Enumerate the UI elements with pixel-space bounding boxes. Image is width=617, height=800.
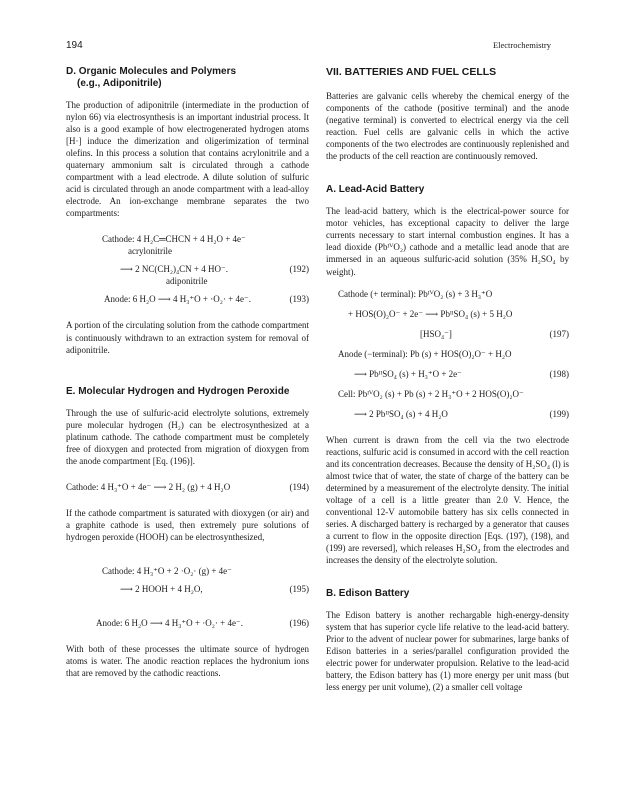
section-e-paragraph: Through the use of sulfuric-acid electrolyte solutions, extremely pure molecular hydrogen (H₂) can be electrosynthesized at a platinum cathode. The cathode compartment must be completely free of dioxygen and protected from migration of dioxygen from the anode compartment [Eq. (196)]. xyxy=(66,407,309,466)
eq-197-line2: + HOS(O)₂O⁻ + 2e⁻ ⟶ PbᴵᴵSO₄ (s) + 5 H₂O xyxy=(348,308,513,319)
eq-192-number: (192) xyxy=(289,264,309,275)
eq-192-label2: adiponitrile xyxy=(166,276,208,287)
eq-195-number: (195) xyxy=(289,583,309,594)
eq-195-line2: ⟶ 2 HOOH + 4 H₂O, (195) xyxy=(120,583,309,594)
section-b-paragraph: The Edison battery is another rechargable high-energy-density system that has superior cycle life relative to the lead-acid battery. Prior to the advent of nuclear power for submarines, large banks of Edison batteries in a series/parallel configuration provided the electric power for underwater propulsion. Relative to the lead-acid battery, the Edison battery has (1) more energy per unit mass (but less energy per unit volume), (2) a smaller cell voltage xyxy=(326,610,569,693)
eq-192-line2: ⟶ 2 NC(CH₂)₄CN + 4 HO⁻. (192) xyxy=(120,264,309,275)
section-a-paragraph: The lead-acid battery, which is the electrical-power source for motor vehicles, has exceptional capacity to deliver the large currents necessary to start internal combustion engines. It has a lead dioxide (PbᴵⱽO₂) cathode and a metallic lead anode that are immersed in an aqueous sulfuric-acid solution (35% H₂SO₄ by weight). xyxy=(326,206,569,277)
eq-199-number: (199) xyxy=(549,408,569,419)
section-d-paragraph: The production of adiponitrile (intermediate in the production of nylon 66) via electrosynthesis is an important industrial process. It also is a good example of how electrogenerated hydrogen atoms [H·] induce the dimerization and oligerimization of terminal olefins. In this process a solution that contains acrylonitrile and a quaternary ammonium salt is circulated through a cathode compartment with a lead electrode. A dilute solution of sulfuric acid is circulated through an anode compartment with a lead-alloy electrode. An ion-exchange membrane separates the two compartments: xyxy=(66,100,309,219)
running-title: Electrochemistry xyxy=(492,40,551,50)
section-e-title: E. Molecular Hydrogen and Hydrogen Peroxide xyxy=(66,385,290,397)
section-e-paragraph-3: With both of these processes the ultimate source of hydrogen atoms is water. The anodic reaction replaces the hydronium ions that are removed by the cathodic reactions. xyxy=(66,643,309,679)
eq-199-line1: Cell: PbᴵⱽO₂ (s) + Pb (s) + 2 H₃⁺O + 2 HOS(O)₂O⁻ xyxy=(338,388,524,399)
eq-197-number: (197) xyxy=(549,328,569,339)
eq-193: Anode: 6 H₂O ⟶ 4 H₃⁺O + ·O₂· + 4e⁻. (193) xyxy=(104,294,309,305)
section-d-subtitle: (e.g., Adiponitrile) xyxy=(77,78,162,89)
eq-192-label1: acrylonitrile xyxy=(128,246,172,257)
right-column xyxy=(326,66,569,693)
eq-194: Cathode: 4 H₃⁺O + 4e⁻ ⟶ 2 H₂ (g) + 4 H₂O (194) xyxy=(66,481,309,492)
eq-197-line1: Cathode (+ terminal): PbᴵⱽO₂ (s) + 3 H₃⁺O xyxy=(338,288,493,299)
section-e-paragraph-2: If the cathode compartment is saturated with dioxygen (or air) and a graphite cathode is used, then extremely pure solutions of hydrogen peroxide (HOOH) can be electrosynthesized, xyxy=(66,507,309,542)
section-d-paragraph-2: A portion of the circulating solution from the cathode compartment is continuously withdrawn to an extraction system for removal of adiponitrile. xyxy=(66,320,309,355)
left-column xyxy=(66,66,309,679)
eq-195-line1: Cathode: 4 H₃⁺O + 2 ·O₂· (g) + 4e⁻ xyxy=(102,565,232,576)
eq-198-number: (198) xyxy=(549,368,569,379)
section-vii-paragraph: Batteries are galvanic cells whereby the chemical energy of the components of the cathode (positive terminal) and the anode (negative terminal) is converted to electrical energy via the cell reaction. Fuel cells are galvanic cells in which the active components of the two electrodes are continuously replenished and the products of the cell reaction are continuously removed. xyxy=(326,91,569,162)
section-b-title: B. Edison Battery xyxy=(326,588,410,600)
eq-199-line2: ⟶ 2 PbᴵᴵSO₄ (s) + 4 H₂O (199) xyxy=(354,408,569,419)
section-a-title: A. Lead-Acid Battery xyxy=(326,184,425,196)
eq-198-line1: Anode (−terminal): Pb (s) + HOS(O)₂O⁻ + H₂O xyxy=(338,348,512,359)
eq-196: Anode: 6 H₂O ⟶ 4 H₃⁺O + ·O₂· + 4e⁻. (196) xyxy=(96,617,309,628)
eq-197-line3: [HSO₄⁻] (197) xyxy=(420,328,569,339)
section-a-paragraph-2: When current is drawn from the cell via the two electrode reactions, sulfuric acid is consumed in accord with the cell reaction and its concentration decreases. Because the density of H₂SO₄ (l) is almost twice that of water, the state of charge of the battery can be determined by a measurement of the electrolyte density. The initial voltage of a cell is a little greater than 2.0 V. Hence, the conventional 12-V automobile battery has six cells connected in series. A discharged battery is recharged by a generator that causes a current to flow in the opposite direction [Eqs. (197), (198), and (199) are reversed], which releases H₂SO₄ from the electrodes and increases the density of the electrolyte solution. xyxy=(326,434,569,566)
eq-198-line2: ⟶ PbᴵᴵSO₄ (s) + H₃⁺O + 2e⁻ (198) xyxy=(354,368,569,379)
eq-194-number: (194) xyxy=(289,481,309,492)
eq-193-number: (193) xyxy=(289,294,309,305)
eq-192-line1: Cathode: 4 H₂C═CHCN + 4 H₂O + 4e⁻ xyxy=(102,234,246,245)
eq-196-number: (196) xyxy=(289,617,309,628)
section-d-title: D. Organic Molecules and Polymers xyxy=(66,66,237,77)
section-vii-title: VII. BATTERIES AND FUEL CELLS xyxy=(326,66,497,78)
page-number: 194 xyxy=(66,40,83,51)
